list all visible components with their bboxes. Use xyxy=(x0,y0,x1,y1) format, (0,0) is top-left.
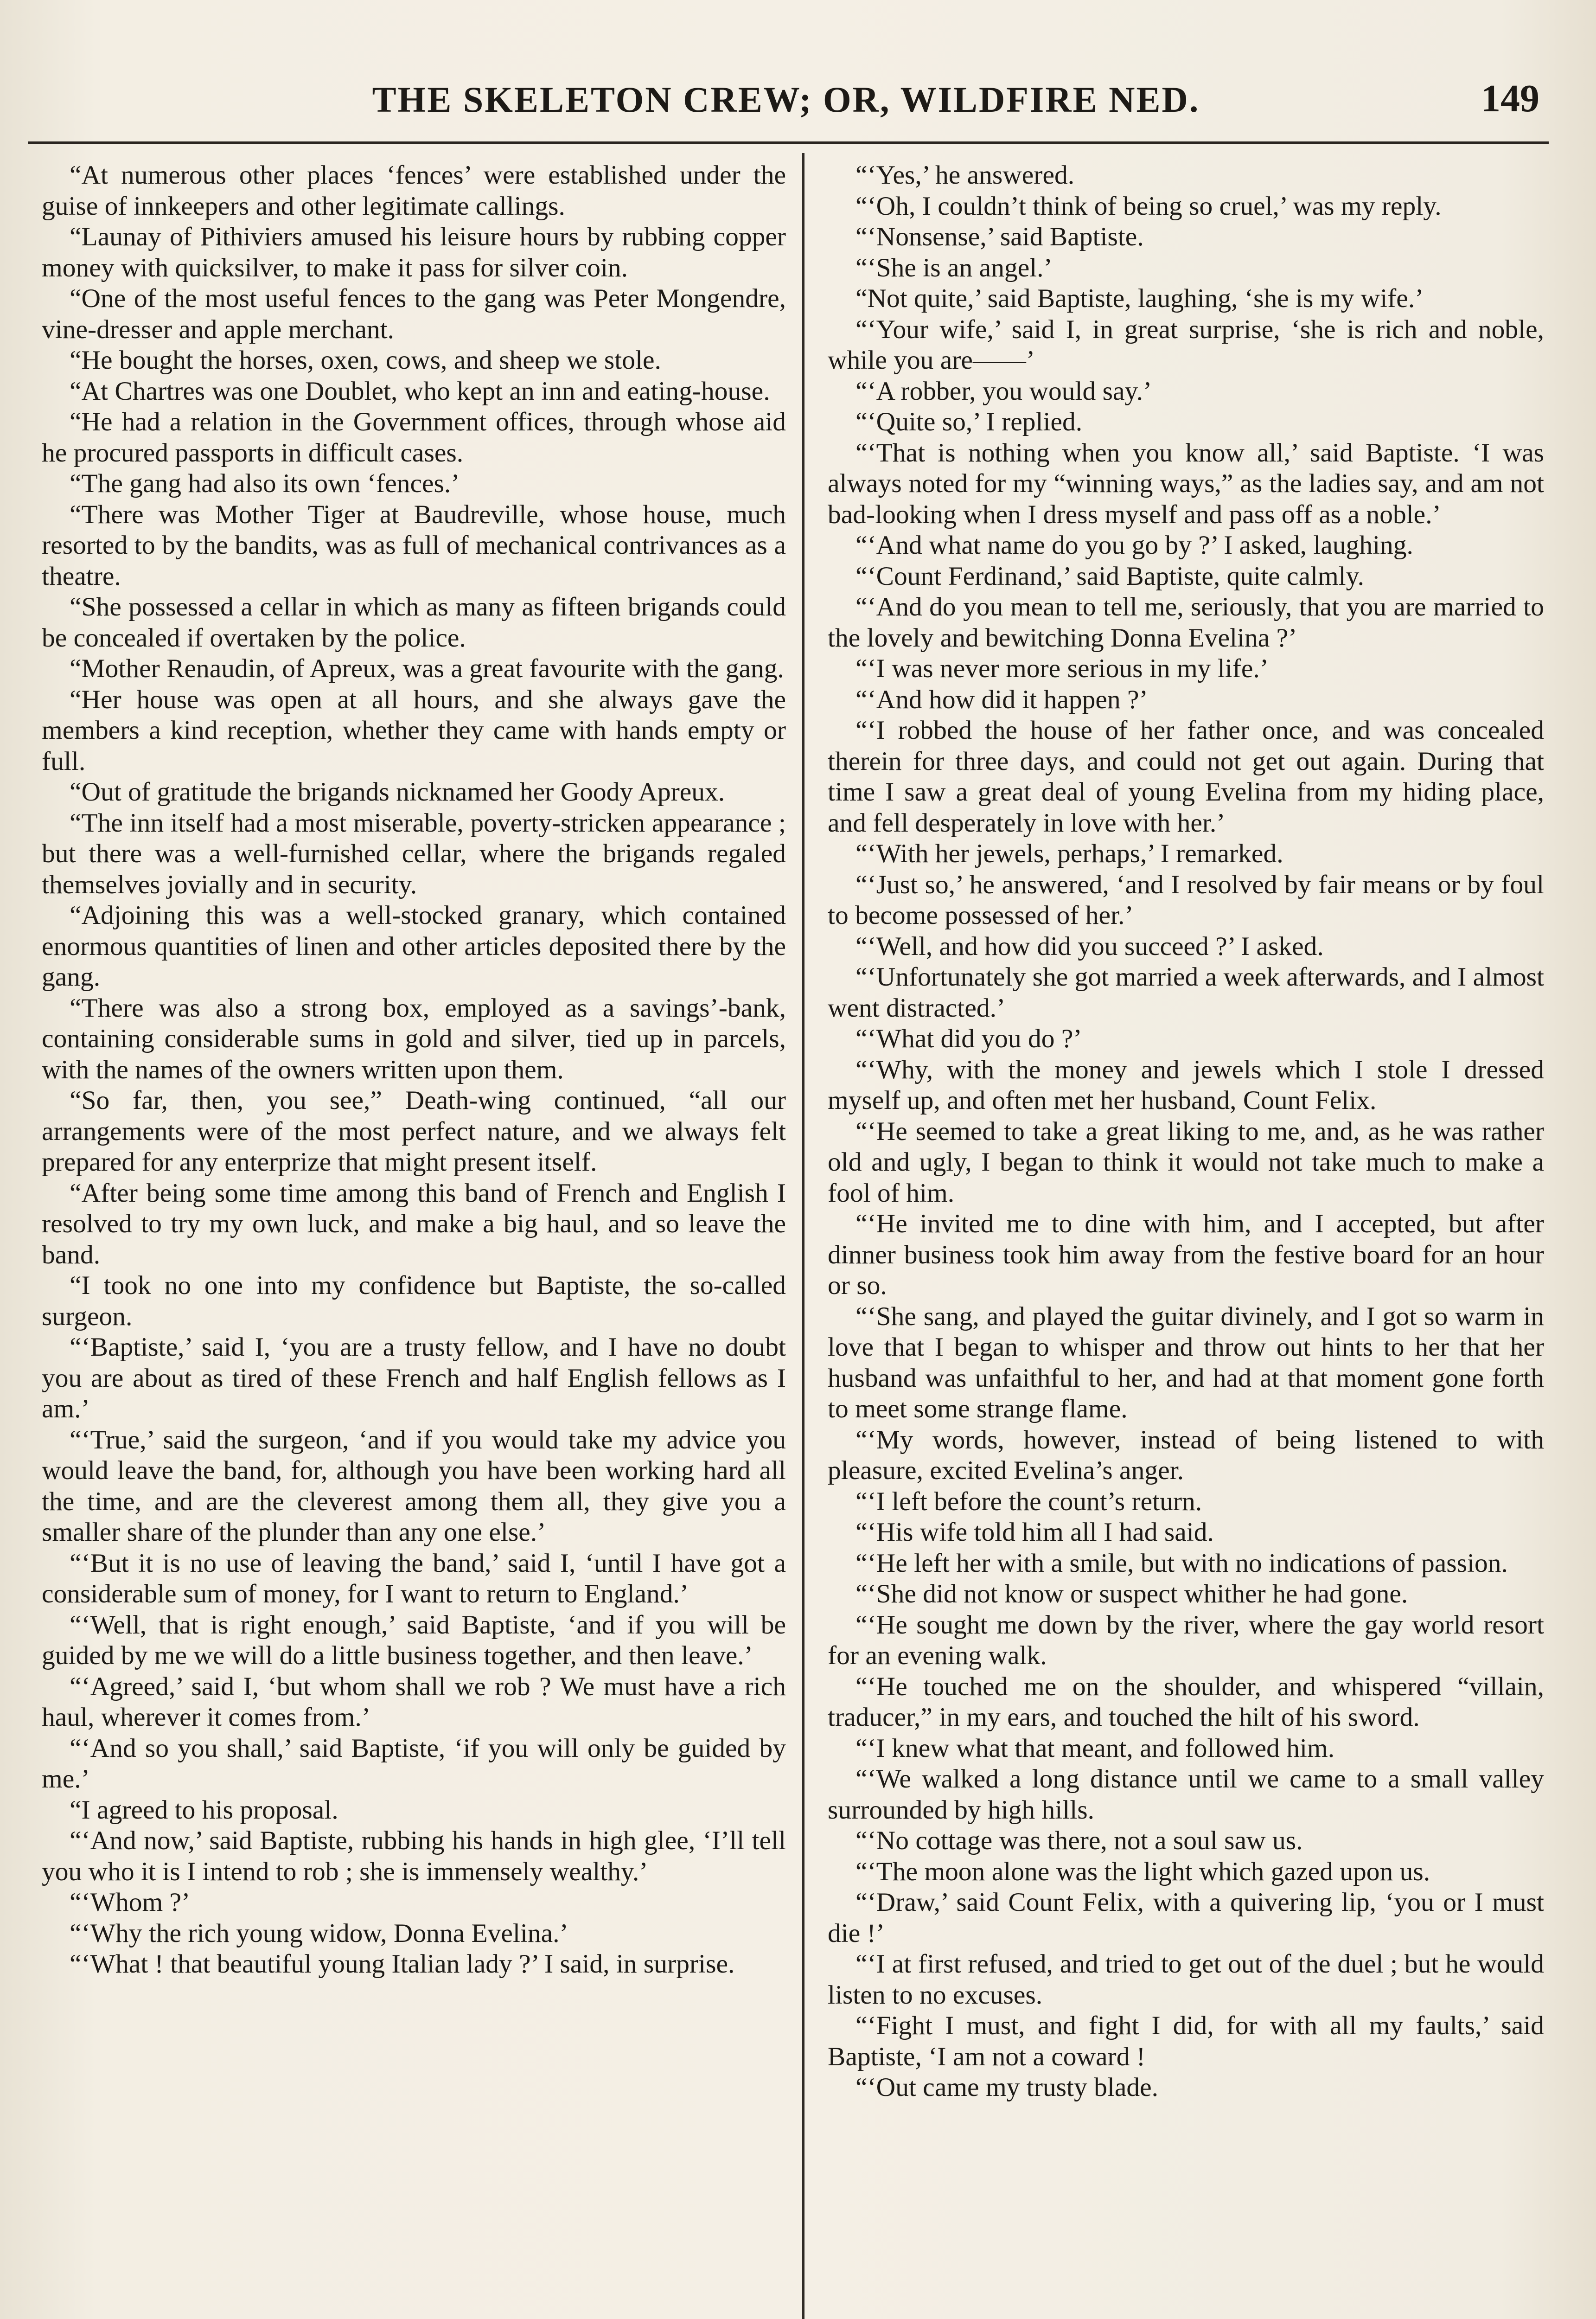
page-number: 149 xyxy=(1481,77,1539,120)
paragraph: “‘No cottage was there, not a soul saw us. xyxy=(855,1826,1303,1855)
paragraph: “‘Well, that is right enough,’ said Baptiste, ‘and if you will be guided by me we will do a little business together, and then leave.’ xyxy=(42,1610,786,1670)
paragraph: “‘He sought me down by the river, where the gay world resort for an evening walk. xyxy=(828,1610,1544,1670)
paragraph: “After being some time among this band of French and English I resolved to try my own luck, and make a big haul, and so leave the band. xyxy=(42,1178,786,1269)
paragraph: “At numerous other places ‘fences’ were established under the guise of innkeepers and other legitimate callings. xyxy=(42,160,786,221)
paragraph: “‘A robber, you would say.’ xyxy=(855,376,1152,406)
paragraph: “‘I at first refused, and tried to get out of the duel ; but he would listen to no excuses. xyxy=(828,1949,1544,2010)
paragraph: “One of the most useful fences to the gang was Peter Mongendre, vine-dresser and apple merchant. xyxy=(42,284,786,344)
paragraph: “‘We walked a long distance until we came to a small valley surrounded by high hills. xyxy=(828,1764,1544,1825)
paragraph: “‘Baptiste,’ said I, ‘you are a trusty fellow, and I have no doubt you are about as tired of these French and half English fellows as I am.’ xyxy=(42,1332,786,1423)
paragraph: “Out of gratitude the brigands nicknamed her Goody Apreux. xyxy=(70,777,725,807)
paragraph: “‘Quite so,’ I replied. xyxy=(855,407,1083,436)
paragraph: “She possessed a cellar in which as many as fifteen brigands could be concealed if overtaken by the police. xyxy=(42,592,786,653)
running-title: THE SKELETON CREW; OR, WILDFIRE NED. xyxy=(372,79,1200,120)
paragraph: “‘He left her with a smile, but with no indications of passion. xyxy=(855,1548,1508,1578)
column-divider xyxy=(802,153,804,2319)
paragraph: “‘Agreed,’ said I, ‘but whom shall we rob ? We must have a rich haul, wherever it comes from.’ xyxy=(42,1672,786,1732)
paragraph: “I took no one into my confidence but Baptiste, the so-called surgeon. xyxy=(42,1271,786,1331)
paragraph: “‘Just so,’ he answered, ‘and I resolved by fair means or by foul to become possessed of her.’ xyxy=(828,870,1544,930)
paragraph: “‘Draw,’ said Count Felix, with a quivering lip, ‘you or I must die !’ xyxy=(828,1888,1544,1948)
paragraph: “‘Oh, I couldn’t think of being so cruel,’ was my reply. xyxy=(855,191,1442,221)
paragraph: “‘Well, and how did you succeed ?’ I asked. xyxy=(855,931,1324,961)
paragraph: “‘With her jewels, perhaps,’ I remarked. xyxy=(855,839,1283,868)
paragraph: “‘Yes,’ he answered. xyxy=(855,160,1075,190)
paragraph: “‘He touched me on the shoulder, and whispered “villain, traducer,” in my ears, and touched the hilt of his sword. xyxy=(828,1672,1544,1732)
paragraph: “The inn itself had a most miserable, poverty-stricken appearance ; but there was a well-furnished cellar, where the brigands regaled themselves jovially and in security. xyxy=(42,808,786,899)
page-header xyxy=(28,70,1544,139)
paragraph: “‘Your wife,’ said I, in great surprise, ‘she is rich and noble, while you are——’ xyxy=(828,314,1544,375)
paragraph: “‘That is nothing when you know all,’ said Baptiste. ‘I was always noted for my “winning ways,” as the ladies say, and am not bad-looking when I dress myself and pass off as a noble.’ xyxy=(828,438,1544,529)
paragraph: “‘His wife told him all I had said. xyxy=(855,1518,1214,1547)
paragraph: “‘I was never more serious in my life.’ xyxy=(855,654,1269,683)
paragraph: “Mother Renaudin, of Apreux, was a great favourite with the gang. xyxy=(70,654,784,683)
paragraph: “‘He seemed to take a great liking to me, and, as he was rather old and ugly, I began to think it would not take much to make a fool of him. xyxy=(828,1116,1544,1208)
paragraph: “So far, then, you see,” Death-wing continued, “all our arrangements were of the most perfect nature, and we always felt prepared for any enterprize that might present itself. xyxy=(42,1086,786,1177)
paragraph: “‘Out came my trusty blade. xyxy=(855,2073,1159,2102)
paragraph: “‘And do you mean to tell me, seriously, that you are married to the lovely and bewitching Donna Evelina ?’ xyxy=(828,592,1544,653)
paragraph: “The gang had also its own ‘fences.’ xyxy=(70,469,460,498)
paragraph: “Her house was open at all hours, and she always gave the members a kind reception, whether they came with hands empty or full. xyxy=(42,685,786,776)
paragraph: “‘And how did it happen ?’ xyxy=(855,685,1148,714)
right-text-column xyxy=(828,160,1544,2319)
paragraph: “At Chartres was one Doublet, who kept an inn and eating-house. xyxy=(70,376,770,406)
left-text-column xyxy=(42,160,786,2319)
paragraph: “‘She is an angel.’ xyxy=(855,253,1053,282)
paragraph: “‘Whom ?’ xyxy=(70,1888,191,1917)
paragraph: “‘He invited me to dine with him, and I accepted, but after dinner business took him away from the festive board for an hour or so. xyxy=(828,1209,1544,1300)
paragraph: “Not quite,’ said Baptiste, laughing, ‘she is my wife.’ xyxy=(855,284,1424,313)
paragraph: “There was also a strong box, employed as a savings’-bank, containing considerable sums in gold and silver, tied up in parcels, with the names of the owners written upon them. xyxy=(42,993,786,1084)
paragraph: “There was Mother Tiger at Baudreville, whose house, much resorted to by the bandits, was as full of mechanical contrivances as a theatre. xyxy=(42,500,786,591)
paragraph: “‘What ! that beautiful young Italian lady ?’ I said, in surprise. xyxy=(70,1949,735,1979)
paragraph: “‘She sang, and played the guitar divinely, and I got so warm in love that I began to whisper and throw out hints to her that her husband was unfaithful to her, and had at that moment gone forth to meet some strange flame. xyxy=(828,1301,1544,1423)
paragraph: “‘I knew what that meant, and followed him. xyxy=(855,1733,1335,1763)
paragraph: “‘What did you do ?’ xyxy=(855,1024,1082,1053)
paragraph: “He had a relation in the Government offices, through whose aid he procured passports in difficult cases. xyxy=(42,407,786,468)
paragraph: “‘And so you shall,’ said Baptiste, ‘if you will only be guided by me.’ xyxy=(42,1733,786,1794)
paragraph: “‘And now,’ said Baptiste, rubbing his hands in high glee, ‘I’ll tell you who it is I intend to rob ; she is immensely wealthy.’ xyxy=(42,1826,786,1886)
paragraph: “‘Fight I must, and fight I did, for with all my faults,’ said Baptiste, ‘I am not a coward ! xyxy=(828,2011,1544,2071)
paragraph: “‘Unfortunately she got married a week afterwards, and I almost went distracted.’ xyxy=(828,962,1544,1023)
paragraph: “Launay of Pithiviers amused his leisure hours by rubbing copper money with quicksilver, to make it pass for silver coin. xyxy=(42,222,786,282)
paragraph: “Adjoining this was a well-stocked granary, which contained enormous quantities of linen and other articles deposited there by the gang. xyxy=(42,901,786,992)
paragraph: “‘Why, with the money and jewels which I stole I dressed myself up, and often met her husband, Count Felix. xyxy=(828,1055,1544,1115)
paragraph: “‘I robbed the house of her father once, and was concealed therein for three days, and could not get out again. During that time I saw a great deal of young Evelina from my hiding place, and fell desperately in love with her.’ xyxy=(828,716,1544,838)
paragraph: “‘And what name do you go by ?’ I asked, laughing. xyxy=(855,531,1413,560)
paragraph: “‘True,’ said the surgeon, ‘and if you would take my advice you would leave the band, for, although you have been working hard all the time, and are the cleverest among them all, they give you a smaller share of the plunder than any one else.’ xyxy=(42,1425,786,1547)
paragraph: “‘Why the rich young widow, Donna Evelina.’ xyxy=(70,1918,568,1948)
header-rule xyxy=(28,141,1549,144)
paragraph: “‘Nonsense,’ said Baptiste. xyxy=(855,222,1144,251)
paragraph: “‘She did not know or suspect whither he had gone. xyxy=(855,1579,1408,1608)
paragraph: “‘The moon alone was the light which gazed upon us. xyxy=(855,1857,1430,1886)
paragraph: “I agreed to his proposal. xyxy=(70,1795,338,1825)
paragraph: “‘I left before the count’s return. xyxy=(855,1486,1202,1516)
paragraph: “He bought the horses, oxen, cows, and sheep we stole. xyxy=(70,346,661,375)
paragraph: “‘Count Ferdinand,’ said Baptiste, quite calmly. xyxy=(855,561,1365,591)
paragraph: “‘But it is no use of leaving the band,’ said I, ‘until I have got a considerable sum of money, for I want to return to England.’ xyxy=(42,1548,786,1608)
paragraph: “‘My words, however, instead of being listened to with pleasure, excited Evelina’s anger. xyxy=(828,1425,1544,1485)
